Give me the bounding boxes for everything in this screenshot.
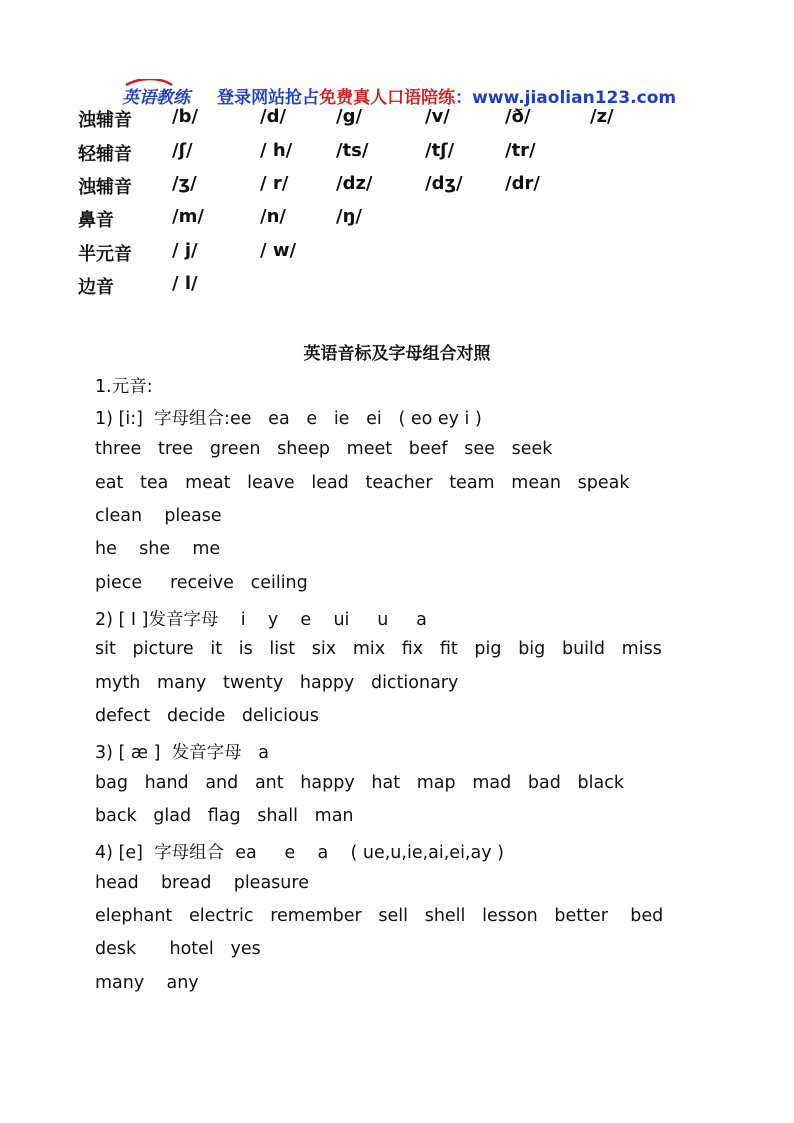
row-label: 鼻音 bbox=[78, 210, 114, 231]
header-slogan[interactable] bbox=[207, 64, 676, 108]
word-line: bag hand and ant happy hat map mad bad black bbox=[95, 773, 624, 793]
phoneme: /ð/ bbox=[505, 106, 531, 127]
word-line: piece receive ceiling bbox=[95, 573, 308, 593]
phoneme: /tʃ/ bbox=[425, 140, 455, 161]
phoneme: /z/ bbox=[590, 106, 614, 127]
phoneme: /tr/ bbox=[505, 140, 536, 161]
word-line: elephant electric remember sell shell lesson better bed bbox=[95, 906, 664, 926]
phoneme: /g/ bbox=[336, 106, 363, 127]
word-line: sit picture it is list six mix fix fit pig big build miss bbox=[95, 639, 662, 659]
svg-text:英语教练: 英语教练 bbox=[122, 88, 191, 108]
phoneme: /dr/ bbox=[505, 173, 540, 194]
word-line: three tree green sheep meet beef see seek bbox=[95, 439, 553, 459]
word-line: desk hotel yes bbox=[95, 939, 261, 959]
word-line: eat tea meat leave lead teacher team mean speak bbox=[95, 473, 630, 493]
row-label: 轻辅音 bbox=[78, 144, 132, 165]
slogan-highlight: 免费真人口语陪练 bbox=[319, 88, 456, 108]
row-label: 边音 bbox=[78, 277, 114, 298]
section-heading: 1.元音: bbox=[95, 377, 153, 397]
word-line: he she me bbox=[95, 539, 221, 559]
phoneme: /dz/ bbox=[336, 173, 373, 194]
phoneme: /d/ bbox=[260, 106, 287, 127]
section-title: 英语音标及字母组合对照 bbox=[303, 344, 491, 364]
phoneme: / h/ bbox=[260, 140, 293, 161]
word-line: myth many twenty happy dictionary bbox=[95, 673, 459, 693]
site-logo bbox=[110, 60, 194, 108]
row-label: 浊辅音 bbox=[78, 177, 132, 198]
phoneme: /v/ bbox=[425, 106, 450, 127]
phoneme: /ʃ/ bbox=[172, 140, 193, 161]
row-label: 浊辅音 bbox=[78, 110, 132, 131]
row-label: 半元音 bbox=[78, 244, 132, 265]
word-line: clean please bbox=[95, 506, 222, 526]
phoneme: / j/ bbox=[172, 240, 198, 261]
phoneme-heading: 2) [ I ]发音字母 i y e ui u a bbox=[95, 610, 427, 630]
phoneme: /ŋ/ bbox=[336, 206, 362, 227]
phoneme: /ts/ bbox=[336, 140, 369, 161]
phoneme: /b/ bbox=[172, 106, 199, 127]
phoneme: / w/ bbox=[260, 240, 297, 261]
phoneme-heading: 4) [e] 字母组合 ea e a ( ue,u,ie,ai,ei,ay ) bbox=[95, 843, 504, 863]
word-line: defect decide delicious bbox=[95, 706, 319, 726]
slogan-prefix: 登录网站抢占 bbox=[217, 88, 320, 108]
word-line: many any bbox=[95, 973, 199, 993]
phoneme: /n/ bbox=[260, 206, 286, 227]
phoneme-heading: 3) [ æ ] 发音字母 a bbox=[95, 743, 270, 763]
phoneme: /m/ bbox=[172, 206, 204, 227]
word-line: head bread pleasure bbox=[95, 873, 309, 893]
phoneme: /dʒ/ bbox=[425, 173, 463, 194]
phoneme: /ʒ/ bbox=[172, 173, 197, 194]
phoneme-heading: 1) [i:] 字母组合:ee ea e ie ei ( eo ey i ) bbox=[95, 409, 482, 429]
phoneme: / l/ bbox=[172, 273, 198, 294]
slogan-url[interactable]: ：www.jiaolian123.com bbox=[455, 88, 677, 108]
word-line: back glad flag shall man bbox=[95, 806, 354, 826]
phoneme: / r/ bbox=[260, 173, 289, 194]
